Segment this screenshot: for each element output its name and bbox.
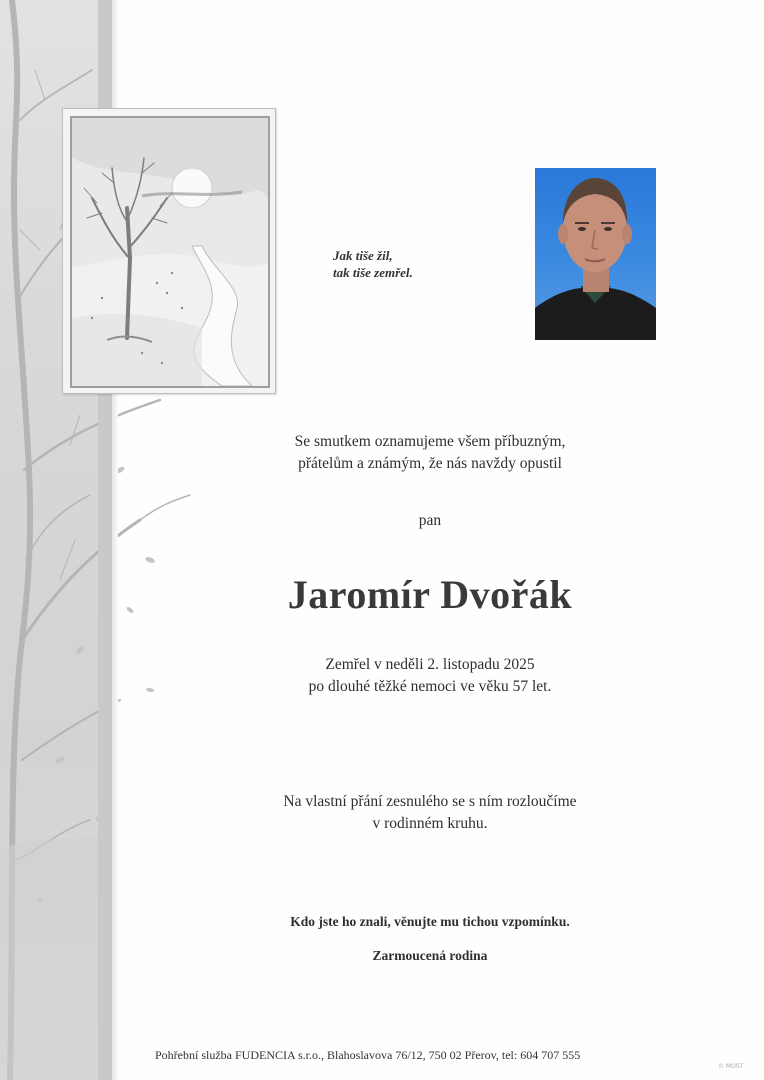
- farewell-line-2: v rodinném kruhu.: [372, 815, 488, 832]
- quote-line-2: tak tiše zemřel.: [333, 265, 413, 280]
- announcement: [150, 431, 710, 475]
- announcement-line-2: přátelům a známým, že nás navždy opustil: [298, 455, 562, 472]
- family-signature: Zarmoucená rodina: [372, 948, 488, 963]
- illustration-frame: [62, 108, 276, 394]
- farewell-info: [150, 791, 710, 835]
- death-info-line-1: Zemřel v neděli 2. listopadu 2025: [325, 656, 535, 673]
- quote-line-1: Jak tiše žil,: [333, 248, 393, 263]
- salutation: pan: [418, 512, 442, 529]
- announcement-line-1: Se smutkem oznamujeme všem příbuzným,: [294, 433, 566, 450]
- tree-moon-illustration: [70, 116, 270, 388]
- remembrance-text: Kdo jste ho znali, věnujte mu tichou vzpomínku.: [290, 914, 570, 929]
- deceased-name: Jaromír Dvořák: [287, 572, 573, 617]
- epitaph-quote: [333, 247, 413, 281]
- portrait-photo: [535, 168, 656, 340]
- death-info-line-2: po dlouhé těžké nemoci ve věku 57 let.: [308, 678, 552, 695]
- death-info: [150, 654, 710, 698]
- farewell-line-1: Na vlastní přání zesnulého se s ním rozloučíme: [283, 793, 577, 810]
- corner-mark: © MOST: [718, 1063, 744, 1070]
- funeral-service-footer: Pohřební služba FUDENCIA s.r.o., Blahoslavova 76/12, 750 02 Přerov, tel: 604 707 555: [155, 1048, 581, 1062]
